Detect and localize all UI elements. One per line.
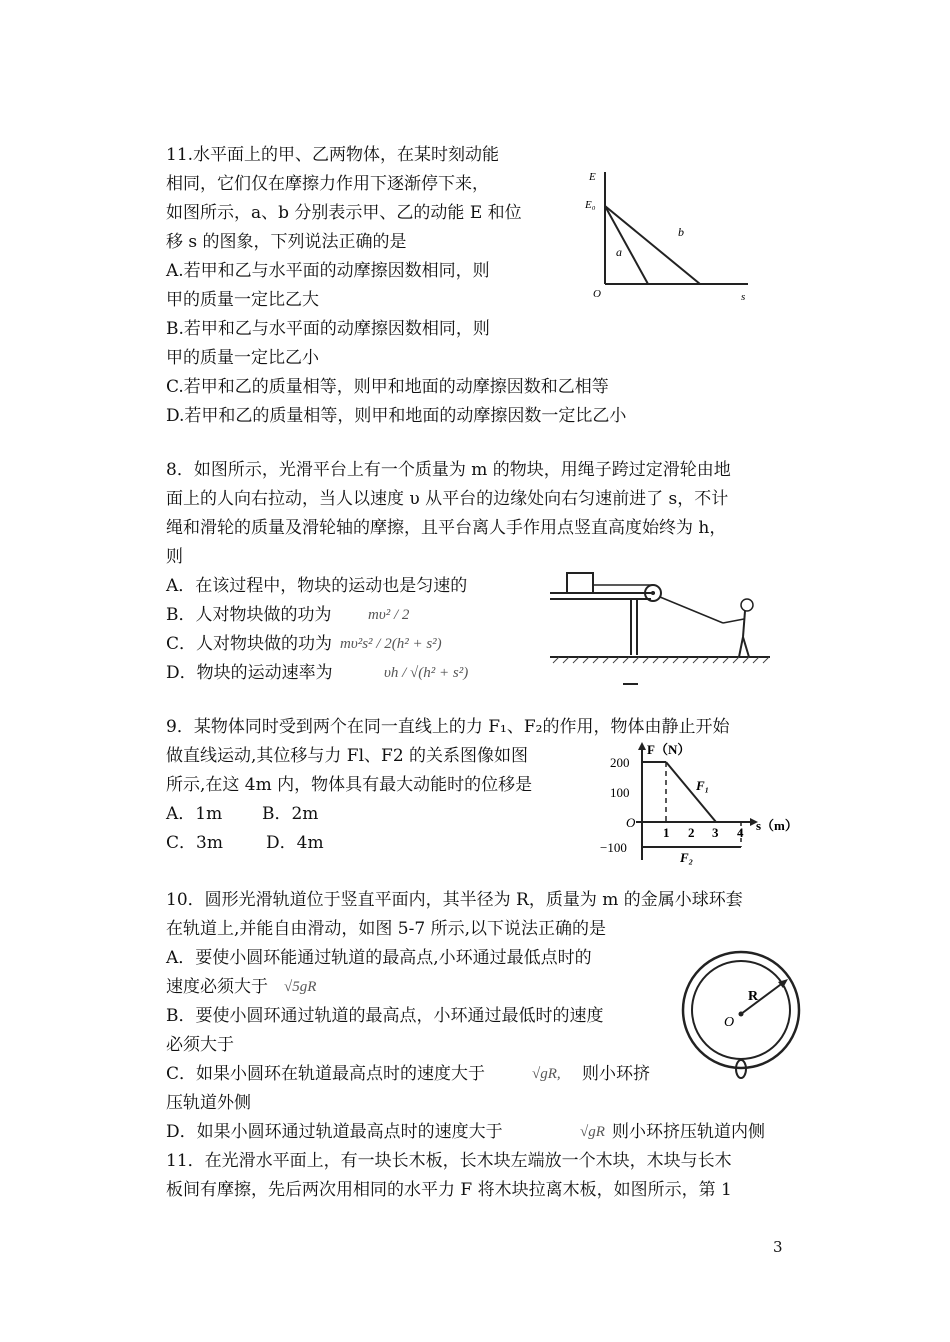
graph-origin-label: O <box>593 288 601 300</box>
track-radius-label: R <box>748 989 759 1004</box>
q9-line-1: 9．某物体同时受到两个在同一直线上的力 F₁、F₂的作用，物体由静止开始 <box>166 717 730 737</box>
q9-option-c: C．3m <box>166 833 223 853</box>
q8-option-b-formula: mυ² / 2 <box>368 607 410 623</box>
graph-f-axis-label: F（N） <box>647 742 691 757</box>
q10-option-a-2: 速度必须大于 <box>166 977 268 997</box>
graph-s-axis-label: s <box>741 291 746 303</box>
q8-option-b: B．人对物块做的功为 <box>166 605 332 625</box>
q11a-option-b-2: 甲的质量一定比乙小 <box>166 348 319 368</box>
q9-option-b: B．2m <box>262 804 319 824</box>
q10-option-d-tail: 则小环挤压轨道内侧 <box>612 1122 765 1142</box>
q8-option-c-formula: mυ²s² / 2(h² + s²) <box>340 636 442 652</box>
graph-s-axis-label: s（m） <box>756 818 798 833</box>
q11a-option-a-1: A.若甲和乙与水平面的动摩擦因数相同，则 <box>166 261 490 281</box>
q10-option-c-1: C．如果小圆环在轨道最高点时的速度大于 <box>166 1064 486 1084</box>
q9-option-d: D．4m <box>266 833 324 853</box>
energy-displacement-graph <box>580 160 760 310</box>
q11a-option-b-1: B.若甲和乙与水平面的动摩擦因数相同，则 <box>166 319 490 339</box>
graph-e0-label: E₀ <box>585 199 596 211</box>
graph-tick-origin: O <box>626 815 636 830</box>
page-number: 3 <box>773 1238 783 1256</box>
q11a-line-3: 如图所示，a、b 分别表示甲、乙的动能 E 和位 <box>166 203 522 223</box>
pulley-platform-figure <box>545 565 775 695</box>
graph-f1-label: F₁ <box>696 778 710 793</box>
graph-tick-minus-100: −100 <box>600 840 627 855</box>
q11a-line-1: 11.水平面上的甲、乙两物体，在某时刻动能 <box>166 145 500 165</box>
graph-tick-1: 1 <box>663 825 670 840</box>
q8-option-d-formula: υh / √(h² + s²) <box>384 665 469 681</box>
q8-line-1: 8．如图所示，光滑平台上有一个质量为 m 的物块，用绳子跨过定滑轮由地 <box>166 460 731 480</box>
q10-option-d-1: D．如果小圆环通过轨道最高点时的速度大于 <box>166 1122 503 1142</box>
graph-tick-2: 2 <box>688 825 695 840</box>
q8-option-a: A．在该过程中，物块的运动也是匀速的 <box>166 576 468 596</box>
q11a-option-d: D.若甲和乙的质量相等，则甲和地面的动摩擦因数一定比乙小 <box>166 406 627 426</box>
q9-line-3: 所示,在这 4m 内，物体具有最大动能时的位移是 <box>166 775 533 795</box>
q10-line-2: 在轨道上,并能自由滑动，如图 5-7 所示,以下说法正确的是 <box>166 919 606 939</box>
q11a-line-2: 相同，它们仅在摩擦力作用下逐渐停下来， <box>166 174 489 194</box>
q10-option-c-tail: 则小环挤 <box>582 1064 650 1084</box>
q8-line-4: 则 <box>166 547 183 567</box>
circular-track-figure <box>678 942 808 1082</box>
q10-line-1: 10．圆形光滑轨道位于竖直平面内，其半径为 R，质量为 m 的金属小球环套 <box>166 890 743 910</box>
graph-tick-100: 100 <box>610 785 630 800</box>
q10-option-c-2: 压轨道外侧 <box>166 1093 251 1113</box>
q8-line-2: 面上的人向右拉动，当人以速度 υ 从平台的边缘处向右匀速前进了 s，不计 <box>166 489 729 509</box>
graph-tick-3: 3 <box>712 825 719 840</box>
graph-line-a-label: a <box>616 245 622 259</box>
q11a-option-c: C.若甲和乙的质量相等，则甲和地面的动摩擦因数和乙相等 <box>166 377 609 397</box>
q10-option-b-2: 必须大于 <box>166 1035 234 1055</box>
graph-tick-4: 4 <box>737 825 744 840</box>
q10-option-a-1: A．要使小圆环能通过轨道的最高点,小环通过最低点时的 <box>166 948 592 968</box>
q9-line-2: 做直线运动,其位移与力 Fl、F2 的关系图像如图 <box>166 746 529 766</box>
q11a-line-4: 移 s 的图象，下列说法正确的是 <box>166 232 407 252</box>
q8-option-c: C．人对物块做的功为 <box>166 634 333 654</box>
q11b-line-2: 板间有摩擦，先后两次用相同的水平力 F 将木块拉离木板，如图所示，第 1 <box>166 1180 732 1200</box>
force-displacement-graph <box>596 740 806 870</box>
q11b-line-1: 11．在光滑水平面上，有一块长木板，长木块左端放一个木块，木块与长木 <box>166 1151 732 1171</box>
graph-tick-200: 200 <box>610 755 630 770</box>
q10-option-a-formula: √5gR <box>284 979 317 995</box>
q8-line-3: 绳和滑轮的质量及滑轮轴的摩擦，且平台离人手作用点竖直高度始终为 h， <box>166 518 727 538</box>
q11a-option-a-2: 甲的质量一定比乙大 <box>166 290 319 310</box>
track-center-label: O <box>724 1015 735 1030</box>
q10-option-d-formula: √gR <box>580 1124 605 1140</box>
q10-option-c-formula: √gR, <box>532 1066 561 1082</box>
graph-line-b-label: b <box>678 225 684 239</box>
q8-option-d: D．物块的运动速率为 <box>166 663 333 683</box>
graph-e-axis-label: E <box>589 171 596 183</box>
q10-option-b-1: B．要使小圆环通过轨道的最高点，小环通过最低时的速度 <box>166 1006 604 1026</box>
graph-f2-label: F₂ <box>680 850 694 865</box>
q9-option-a: A．1m <box>166 804 223 824</box>
